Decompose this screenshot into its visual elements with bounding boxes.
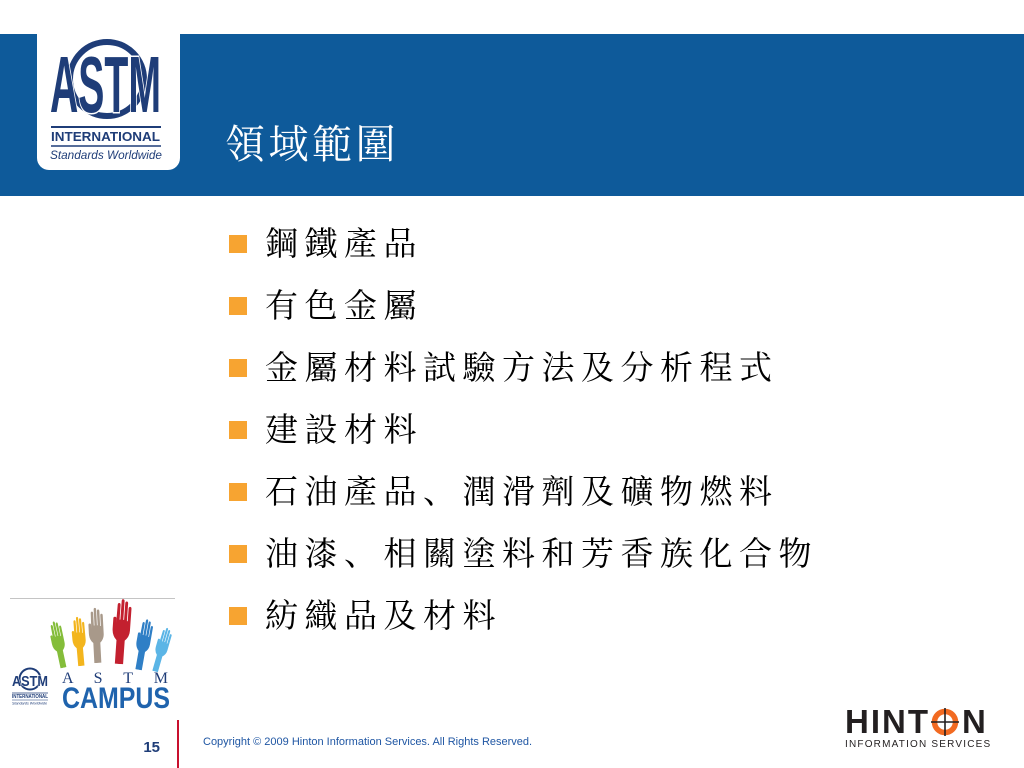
bullet-list	[229, 213, 818, 647]
bullet-text: 金屬材料試驗方法及分析程式	[265, 348, 779, 387]
campus-word: CAMPUS	[62, 682, 170, 715]
astm-logo-mark: ASTM	[50, 40, 161, 129]
copyright-text: Copyright © 2009 Hinton Information Services. All Rights Reserved.	[203, 736, 533, 748]
mini-astm-name: INTERNATIONAL	[12, 694, 48, 700]
raised-hand-icon-yellow	[70, 616, 87, 666]
footer-divider	[177, 720, 179, 768]
astm-logo-graphic	[37, 28, 180, 170]
hinton-wordmark	[845, 703, 1005, 740]
bullet-square-icon	[229, 359, 247, 377]
raised-hand-icon-red	[110, 599, 132, 665]
astm-logo-tagline: Standards Worldwide	[50, 150, 162, 162]
bullet-text: 紡織品及材料	[265, 596, 502, 635]
bullet-square-icon	[229, 483, 247, 501]
bullet-text: 建設材料	[265, 410, 423, 449]
list-item	[229, 461, 818, 523]
bullet-text: 有色金屬	[265, 286, 423, 325]
hinton-wordmark-end: N	[962, 703, 988, 740]
raised-hand-icon-green	[47, 620, 69, 669]
bullet-square-icon	[229, 545, 247, 563]
bullet-square-icon	[229, 421, 247, 439]
list-item	[229, 399, 818, 461]
list-item	[229, 337, 818, 399]
astm-campus-logo	[0, 596, 180, 714]
mini-astm-logo	[12, 669, 48, 706]
slide-number: 15	[143, 739, 160, 756]
campus-spaced-mark: A S T M	[62, 670, 168, 687]
list-item	[229, 585, 818, 647]
bullet-square-icon	[229, 607, 247, 625]
bullet-text: 石油產品、潤滑劑及礦物燃料	[265, 472, 779, 511]
slide-title: 領域範圍	[225, 122, 399, 168]
list-item	[229, 275, 818, 337]
hinton-tagline: INFORMATION SERVICES	[845, 739, 992, 750]
bullet-square-icon	[229, 235, 247, 253]
mini-astm-mark: ASTM	[12, 673, 48, 690]
hinton-wordmark-start: HINT	[845, 703, 930, 740]
list-item	[229, 213, 818, 275]
raised-hand-icon-grey	[88, 608, 106, 664]
mini-astm-tagline: Standards Worldwide	[12, 700, 48, 706]
raised-hand-icon-blue	[132, 618, 154, 671]
astm-logo-name: INTERNATIONAL	[51, 129, 161, 144]
bullet-text: 油漆、相關塗料和芳香族化合物	[265, 534, 818, 573]
bullet-text: 鋼鐵產品	[265, 224, 423, 263]
target-icon	[930, 707, 960, 737]
hinton-logo	[845, 703, 1005, 751]
raised-hand-icon-lightblue	[149, 626, 173, 673]
astm-international-logo	[37, 28, 180, 170]
bullet-square-icon	[229, 297, 247, 315]
list-item	[229, 523, 818, 585]
